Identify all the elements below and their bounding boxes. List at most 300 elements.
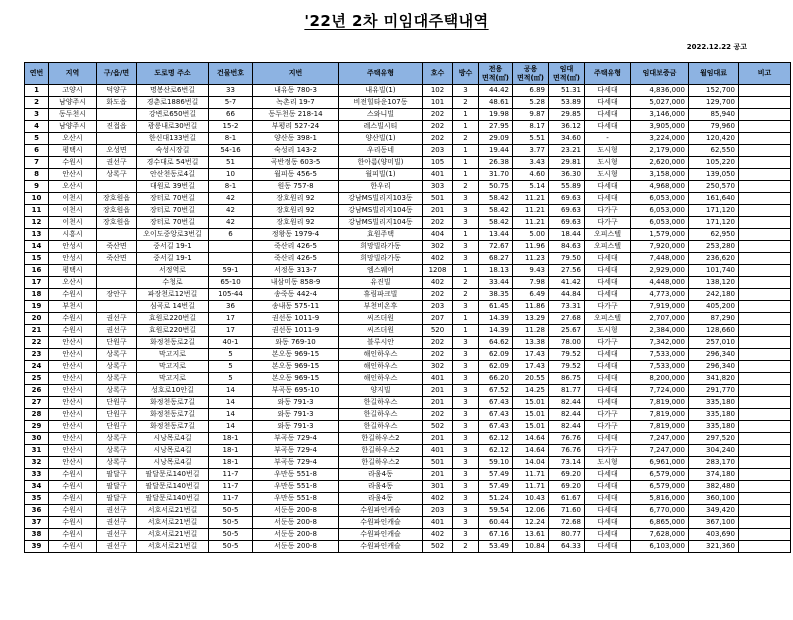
- table-cell: 안산시: [49, 421, 97, 433]
- table-cell: 죽산리 426-5: [253, 241, 339, 253]
- table-cell: 13.44: [479, 229, 513, 241]
- table-cell: 253,280: [689, 241, 739, 253]
- table-cell: 11.21: [513, 205, 549, 217]
- table-cell: 3: [453, 481, 479, 493]
- table-cell: 105,220: [689, 157, 739, 169]
- table-cell: [739, 289, 791, 301]
- table-cell: 14: [209, 385, 253, 397]
- table-cell: 76.76: [549, 433, 585, 445]
- table-cell: 평택시: [49, 145, 97, 157]
- table-cell: 송죽동 442-4: [253, 289, 339, 301]
- table-cell: 138,120: [689, 277, 739, 289]
- table-cell: [739, 457, 791, 469]
- table-row: [25, 181, 791, 193]
- table-cell: 7,247,000: [631, 445, 689, 457]
- table-cell: 9.87: [513, 109, 549, 121]
- table-cell: 203: [423, 505, 453, 517]
- table-cell: 효원로220번길: [137, 313, 209, 325]
- table-cell: 팔달문로140번길: [137, 493, 209, 505]
- table-cell: [97, 109, 137, 121]
- table-cell: 3,146,000: [631, 109, 689, 121]
- table-cell: 36: [209, 301, 253, 313]
- table-cell: 2,384,000: [631, 325, 689, 337]
- table-row: [25, 301, 791, 313]
- table-cell: 22: [25, 337, 49, 349]
- table-cell: 1: [453, 325, 479, 337]
- table-cell: 15.01: [513, 421, 549, 433]
- table-cell: 장호원리 92: [253, 205, 339, 217]
- table-cell: [739, 205, 791, 217]
- table-cell: 7,533,000: [631, 361, 689, 373]
- table-row: [25, 145, 791, 157]
- table-cell: 7,628,000: [631, 529, 689, 541]
- table-cell: 6,579,000: [631, 469, 689, 481]
- table-cell: 팔달구: [97, 493, 137, 505]
- table-cell: 12.24: [513, 517, 549, 529]
- table-cell: 29.81: [549, 157, 585, 169]
- table-cell: 다가구: [585, 421, 631, 433]
- table-cell: 335,180: [689, 397, 739, 409]
- table-cell: 11.71: [513, 481, 549, 493]
- table-cell: 78.00: [549, 337, 585, 349]
- table-cell: 해인하우스: [339, 373, 423, 385]
- table-cell: 405,200: [689, 301, 739, 313]
- page-title: '22년 2차 미임대주택내역: [304, 12, 489, 30]
- table-cell: 시흥시: [49, 229, 97, 241]
- table-cell: 402: [423, 277, 453, 289]
- table-cell: 시낭목로4길: [137, 433, 209, 445]
- table-cell: 6,053,000: [631, 193, 689, 205]
- table-cell: 도시형: [585, 169, 631, 181]
- table-cell: 502: [423, 541, 453, 553]
- table-row: [25, 325, 791, 337]
- table-cell: 안산시: [49, 169, 97, 181]
- table-cell: 16: [25, 265, 49, 277]
- table-cell: 501: [423, 193, 453, 205]
- table-cell: 화정천동로7길: [137, 397, 209, 409]
- table-cell: 5,027,000: [631, 97, 689, 109]
- table-cell: 101,740: [689, 265, 739, 277]
- table-cell: 덕양구: [97, 85, 137, 97]
- table-cell: 수원시: [49, 289, 97, 301]
- table-cell: 다세대: [585, 289, 631, 301]
- table-cell: 17.43: [513, 361, 549, 373]
- table-cell: 부천비온후: [339, 301, 423, 313]
- table-cell: 7,342,000: [631, 337, 689, 349]
- table-cell: 부곡동 729-4: [253, 457, 339, 469]
- table-cell: 129,700: [689, 97, 739, 109]
- table-cell: [739, 469, 791, 481]
- table-row: [25, 349, 791, 361]
- table-cell: 서정역로: [137, 265, 209, 277]
- table-cell: 15.01: [513, 397, 549, 409]
- table-cell: 8: [25, 169, 49, 181]
- table-cell: 3: [453, 385, 479, 397]
- table-cell: 오산시: [49, 277, 97, 289]
- table-cell: 42: [209, 193, 253, 205]
- table-cell: 수원시: [49, 469, 97, 481]
- table-cell: 서둔동 200-8: [253, 517, 339, 529]
- table-row: [25, 217, 791, 229]
- table-cell: 14: [209, 409, 253, 421]
- table-cell: 17: [209, 313, 253, 325]
- table-cell: [739, 241, 791, 253]
- table-cell: 부곡동 695-10: [253, 385, 339, 397]
- table-cell: 401: [423, 445, 453, 457]
- table-row: [25, 409, 791, 421]
- table-cell: 79.52: [549, 361, 585, 373]
- table-cell: [209, 253, 253, 265]
- table-cell: 2: [453, 277, 479, 289]
- table-cell: 27.95: [479, 121, 513, 133]
- announcement-date: 2022.12.22 공고: [686, 43, 747, 51]
- table-cell: 20.55: [513, 373, 549, 385]
- table-cell: 15.01: [513, 409, 549, 421]
- table-cell: 36: [25, 505, 49, 517]
- table-cell: 본오동 969-15: [253, 361, 339, 373]
- table-cell: 상록구: [97, 373, 137, 385]
- table-cell: 오산시: [49, 133, 97, 145]
- table-cell: 양산동 398-1: [253, 133, 339, 145]
- table-cell: 9.43: [513, 265, 549, 277]
- table-cell: 51.24: [479, 493, 513, 505]
- table-cell: 61.45: [479, 301, 513, 313]
- table-cell: 권선구: [97, 505, 137, 517]
- table-cell: 59-1: [209, 265, 253, 277]
- table-cell: 3: [453, 421, 479, 433]
- table-cell: 101: [423, 97, 453, 109]
- table-cell: 53.89: [549, 97, 585, 109]
- table-cell: 숙성리 143-2: [253, 145, 339, 157]
- table-cell: 11.23: [513, 253, 549, 265]
- column-header: 비고: [739, 63, 791, 85]
- table-cell: 19.44: [479, 145, 513, 157]
- table-cell: 다세대: [585, 349, 631, 361]
- table-cell: 3: [453, 337, 479, 349]
- table-cell: 상록구: [97, 385, 137, 397]
- column-header: 연번: [25, 63, 49, 85]
- table-row: [25, 481, 791, 493]
- table-cell: 202: [423, 337, 453, 349]
- table-cell: 남양주시: [49, 97, 97, 109]
- table-cell: [739, 229, 791, 241]
- table-cell: 권선구: [97, 517, 137, 529]
- table-cell: [739, 517, 791, 529]
- table-cell: 광릉내로30번길: [137, 121, 209, 133]
- table-cell: 31: [25, 445, 49, 457]
- table-row: [25, 397, 791, 409]
- table-cell: 수원시: [49, 157, 97, 169]
- table-cell: 남양주시: [49, 121, 97, 133]
- table-cell: 382,480: [689, 481, 739, 493]
- table-cell: 권선구: [97, 313, 137, 325]
- table-cell: 서호서로21번길: [137, 541, 209, 553]
- table-cell: 한길하우스2: [339, 457, 423, 469]
- table-cell: 이천시: [49, 217, 97, 229]
- table-cell: 202: [423, 109, 453, 121]
- table-cell: [97, 181, 137, 193]
- table-cell: 다세대: [585, 193, 631, 205]
- table-cell: 62,550: [689, 145, 739, 157]
- table-cell: 3: [453, 253, 479, 265]
- table-cell: 안산시: [49, 457, 97, 469]
- table-cell: 다세대: [585, 541, 631, 553]
- table-cell: 수원시: [49, 481, 97, 493]
- table-cell: 69.63: [549, 205, 585, 217]
- table-cell: 2: [453, 289, 479, 301]
- table-cell: [739, 313, 791, 325]
- table-cell: 이천시: [49, 193, 97, 205]
- table-cell: 막고지로: [137, 349, 209, 361]
- column-header: 임대 면적(㎡): [549, 63, 585, 85]
- table-cell: 한길하우스2: [339, 433, 423, 445]
- table-cell: 안산시: [49, 397, 97, 409]
- table-cell: [739, 265, 791, 277]
- table-cell: 11.21: [513, 193, 549, 205]
- table-cell: 팔달문로140번길: [137, 481, 209, 493]
- table-cell: 5: [25, 133, 49, 145]
- column-header: 전용 면적(㎡): [479, 63, 513, 85]
- column-header: 방수: [453, 63, 479, 85]
- table-cell: 3: [453, 445, 479, 457]
- table-cell: 67.52: [479, 385, 513, 397]
- table-cell: 501: [423, 457, 453, 469]
- table-cell: 5: [209, 373, 253, 385]
- table-cell: 안산시: [49, 409, 97, 421]
- table-cell: 3: [453, 205, 479, 217]
- table-cell: 화정천동로7길: [137, 421, 209, 433]
- table-cell: 68.27: [479, 253, 513, 265]
- table-cell: 15: [25, 253, 49, 265]
- table-cell: 6,053,000: [631, 217, 689, 229]
- table-cell: 안성시: [49, 241, 97, 253]
- table-cell: 6.49: [513, 289, 549, 301]
- table-cell: 다가구: [585, 205, 631, 217]
- table-cell: 오이도중앙로3번길: [137, 229, 209, 241]
- table-cell: 3: [453, 469, 479, 481]
- table-cell: 502: [423, 421, 453, 433]
- table-cell: 서둔동 200-8: [253, 541, 339, 553]
- table-cell: 희망빌라가동: [339, 253, 423, 265]
- table-cell: 296,340: [689, 349, 739, 361]
- table-cell: 202: [423, 349, 453, 361]
- table-cell: 36.12: [549, 121, 585, 133]
- table-cell: 다세대: [585, 373, 631, 385]
- table-cell: 4,968,000: [631, 181, 689, 193]
- table-cell: [739, 169, 791, 181]
- table-cell: 진접읍: [97, 121, 137, 133]
- table-cell: 35: [25, 493, 49, 505]
- table-cell: 1: [453, 313, 479, 325]
- table-cell: 상록구: [97, 457, 137, 469]
- table-cell: 44.42: [479, 85, 513, 97]
- table-cell: [739, 121, 791, 133]
- table-cell: 와동 769-10: [253, 337, 339, 349]
- table-cell: 화도읍: [97, 97, 137, 109]
- table-row: [25, 337, 791, 349]
- table-cell: 152,700: [689, 85, 739, 97]
- table-cell: 강변로650번길: [137, 109, 209, 121]
- table-cell: 다세대: [585, 97, 631, 109]
- table-cell: 14: [25, 241, 49, 253]
- table-cell: 8,200,000: [631, 373, 689, 385]
- table-cell: 3: [453, 457, 479, 469]
- table-cell: 막고지로: [137, 361, 209, 373]
- table-cell: 27.68: [549, 313, 585, 325]
- table-cell: 69.63: [549, 217, 585, 229]
- table-row: [25, 229, 791, 241]
- table-cell: [739, 409, 791, 421]
- table-cell: 7,920,000: [631, 241, 689, 253]
- table-row: [25, 313, 791, 325]
- table-cell: 부곡동 729-4: [253, 445, 339, 457]
- table-cell: 다세대: [585, 253, 631, 265]
- table-cell: 권선구: [97, 325, 137, 337]
- table-cell: 79,960: [689, 121, 739, 133]
- table-cell: 31.70: [479, 169, 513, 181]
- table-cell: 105-44: [209, 289, 253, 301]
- table-cell: 와동 791-3: [253, 421, 339, 433]
- table-cell: [739, 505, 791, 517]
- table-cell: 송내동 575-11: [253, 301, 339, 313]
- table-cell: 4,448,000: [631, 277, 689, 289]
- table-cell: 4: [25, 121, 49, 133]
- table-cell: 11.86: [513, 301, 549, 313]
- table-cell: 3: [453, 241, 479, 253]
- table-cell: 66: [209, 109, 253, 121]
- table-cell: 유진빌: [339, 277, 423, 289]
- table-cell: 스와니빌: [339, 109, 423, 121]
- table-row: [25, 529, 791, 541]
- table-cell: 다세대: [585, 181, 631, 193]
- table-cell: 321,360: [689, 541, 739, 553]
- table-cell: 다세대: [585, 397, 631, 409]
- table-cell: 202: [423, 409, 453, 421]
- table-cell: 양산빌(1): [339, 133, 423, 145]
- table-cell: 14.39: [479, 313, 513, 325]
- table-cell: 씨즈더원: [339, 325, 423, 337]
- table-cell: 59.10: [479, 457, 513, 469]
- table-cell: 강남MS빌리지103동: [339, 193, 423, 205]
- table-cell: 81.77: [549, 385, 585, 397]
- table-cell: 374,180: [689, 469, 739, 481]
- table-cell: 7,724,000: [631, 385, 689, 397]
- column-header: 호수: [423, 63, 453, 85]
- table-cell: 3: [453, 409, 479, 421]
- table-cell: [739, 97, 791, 109]
- table-cell: 341,820: [689, 373, 739, 385]
- table-cell: 내삼미동 858-9: [253, 277, 339, 289]
- table-cell: 다세대: [585, 505, 631, 517]
- table-cell: 해인하우스: [339, 349, 423, 361]
- table-cell: [739, 361, 791, 373]
- table-cell: 월피빌(1): [339, 169, 423, 181]
- table-cell: 서둔동 200-8: [253, 505, 339, 517]
- table-cell: 401: [423, 517, 453, 529]
- table-cell: 33.44: [479, 277, 513, 289]
- table-cell: 67.16: [479, 529, 513, 541]
- table-cell: [739, 421, 791, 433]
- table-cell: 304,240: [689, 445, 739, 457]
- housing-table: [24, 62, 791, 553]
- table-row: [25, 469, 791, 481]
- table-row: [25, 445, 791, 457]
- table-cell: 62.09: [479, 349, 513, 361]
- table-cell: 335,180: [689, 409, 739, 421]
- table-cell: 심곡로 14번길: [137, 301, 209, 313]
- table-cell: 도시형: [585, 457, 631, 469]
- table-row: [25, 253, 791, 265]
- table-cell: 11.96: [513, 241, 549, 253]
- table-cell: 203: [423, 145, 453, 157]
- table-cell: 1: [453, 229, 479, 241]
- table-cell: 1: [453, 265, 479, 277]
- table-cell: 17: [25, 277, 49, 289]
- table-cell: 207: [423, 313, 453, 325]
- table-cell: 다세대: [585, 517, 631, 529]
- table-cell: 32: [25, 457, 49, 469]
- table-cell: 와동 791-3: [253, 397, 339, 409]
- table-row: [25, 193, 791, 205]
- table-cell: 5: [209, 361, 253, 373]
- table-row: [25, 109, 791, 121]
- table-cell: 씨즈더원: [339, 313, 423, 325]
- table-row: [25, 361, 791, 373]
- table-cell: 13: [25, 229, 49, 241]
- table-cell: 20: [25, 313, 49, 325]
- table-cell: 다세대: [585, 481, 631, 493]
- table-cell: 6.89: [513, 85, 549, 97]
- table-cell: 54-16: [209, 145, 253, 157]
- table-cell: 5.51: [513, 133, 549, 145]
- table-cell: 권선구: [97, 157, 137, 169]
- table-cell: 2: [453, 541, 479, 553]
- table-row: [25, 433, 791, 445]
- table-cell: 3: [453, 85, 479, 97]
- table-cell: 51: [209, 157, 253, 169]
- table-cell: 403,690: [689, 529, 739, 541]
- table-cell: 3: [453, 193, 479, 205]
- table-cell: 67.43: [479, 421, 513, 433]
- table-cell: 2,179,000: [631, 145, 689, 157]
- table-cell: 2,620,000: [631, 157, 689, 169]
- table-row: [25, 493, 791, 505]
- table-cell: 65-10: [209, 277, 253, 289]
- table-cell: 401: [423, 373, 453, 385]
- table-cell: 5: [209, 349, 253, 361]
- table-cell: 3: [453, 361, 479, 373]
- table-cell: 14: [209, 397, 253, 409]
- table-cell: 라움4동: [339, 493, 423, 505]
- table-cell: 장안구: [97, 289, 137, 301]
- table-cell: 7,533,000: [631, 349, 689, 361]
- table-cell: 84.63: [549, 241, 585, 253]
- table-cell: 360,100: [689, 493, 739, 505]
- table-cell: 69.63: [549, 193, 585, 205]
- table-cell: [739, 217, 791, 229]
- table-cell: 82.44: [549, 397, 585, 409]
- table-cell: 67.43: [479, 397, 513, 409]
- table-cell: 3: [453, 529, 479, 541]
- table-cell: 7.98: [513, 277, 549, 289]
- table-cell: 18-1: [209, 445, 253, 457]
- table-cell: 201: [423, 469, 453, 481]
- table-cell: 서호서로21번길: [137, 505, 209, 517]
- table-cell: 도시형: [585, 157, 631, 169]
- table-cell: 다세대: [585, 469, 631, 481]
- table-cell: [209, 241, 253, 253]
- table-cell: 14.64: [513, 433, 549, 445]
